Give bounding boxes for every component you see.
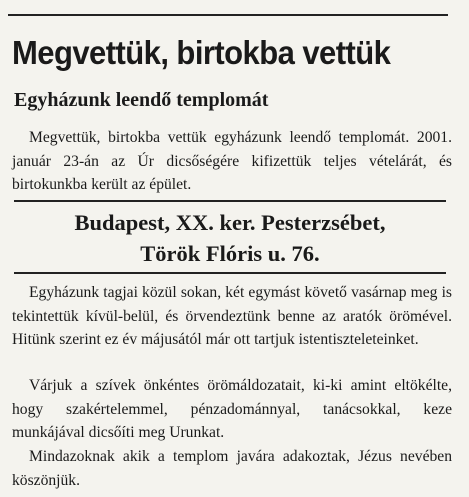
body-paragraph-offerings: Várjuk a szívek önkéntes örömáldozatait, ki-ki amint eltökélte, hogy szakértelemmel, pénzadománnyal, tanácsokkal, keze munkájával dicsőíti meg Urunkat.: [12, 377, 452, 442]
body-paragraph-thanks: Mindazoknak akik a templom javára adakoztak, Jézus nevében köszönjük.: [12, 448, 452, 489]
article-subheadline: Egyházunk leendő templomát: [14, 89, 269, 111]
address-block: [14, 207, 446, 269]
top-rule: [8, 14, 448, 16]
intro-paragraph: Megvettük, birtokba vettük egyházunk leendő templomát. 2001. január 23-án az Úr dicsőségére kifizettük teljes vételárát, és birtokunkba került az épület.: [12, 129, 452, 194]
article-headline: Megvettük, birtokba vettük: [12, 34, 391, 71]
address-line-1: Budapest, XX. ker. Pesterzsébet,: [74, 210, 386, 235]
address-bottom-rule: [14, 272, 446, 274]
address-top-rule: [14, 200, 446, 202]
body-paragraph-visit: Egyházunk tagjai közül sokan, két egymást követő vasárnap meg is tekintettük kívül-belül, és örvendeztünk benne az aratók örömével. Hitünk szerint ez év májusától már ott tartjuk istentiszteleteinket.: [12, 284, 452, 349]
address-line-2: Török Flóris u. 76.: [140, 241, 320, 266]
